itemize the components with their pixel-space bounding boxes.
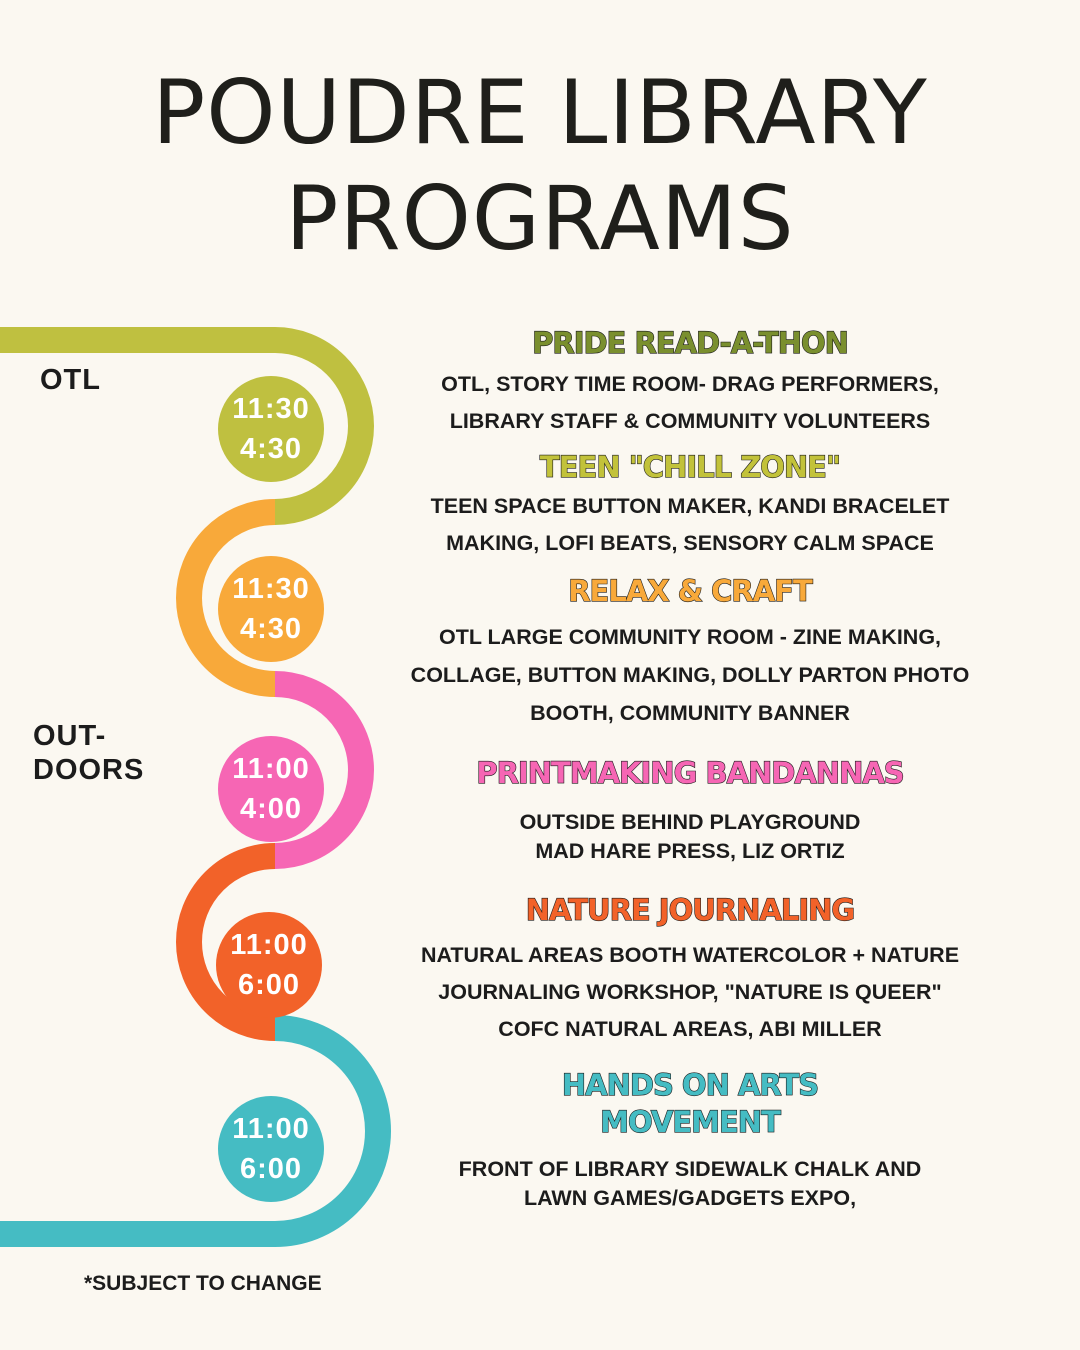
- program-hands-on-arts: [360, 1067, 1020, 1213]
- title-line-1: POUDRE LIBRARY: [152, 61, 928, 164]
- program-title-line2: MOVEMENT: [600, 1105, 780, 1139]
- program-desc-line: LIBRARY STAFF & COMMUNITY VOLUNTEERS: [449, 409, 931, 433]
- program-desc-line: COLLAGE, BUTTON MAKING, DOLLY PARTON PHOTO: [410, 663, 970, 687]
- program-teen-chill-zone: [360, 448, 1020, 562]
- program-desc-line: OTL, STORY TIME ROOM- DRAG PERFORMERS,: [441, 372, 939, 396]
- time-start: 11:30: [232, 573, 310, 605]
- time-end: 4:00: [239, 793, 303, 825]
- time-start: 11:30: [232, 393, 310, 425]
- time-start: 11:00: [232, 1113, 310, 1145]
- program-desc-line: BOOTH, COMMUNITY BANNER: [530, 701, 850, 725]
- track-segment-teal: [0, 1028, 378, 1234]
- program-title: TEEN "CHILL ZONE": [539, 450, 841, 484]
- program-desc-line: JOURNALING WORKSHOP, "NATURE IS QUEER": [438, 980, 942, 1004]
- time-bubble-hands-on: [218, 1096, 324, 1202]
- program-title: PRIDE READ-A-THON: [532, 326, 848, 360]
- program-printmaking-bandannas: [360, 754, 1020, 866]
- time-bubble-printmaking: [218, 736, 324, 842]
- time-end: 6:00: [237, 969, 301, 1001]
- time-bubble-nature: [216, 912, 322, 1018]
- title-line-2: PROGRAMS: [285, 167, 795, 270]
- location-outdoors-line2: DOORS: [33, 754, 145, 786]
- time-bubble-pride: [218, 376, 324, 482]
- program-pride-read-a-thon: [360, 324, 1020, 440]
- subject-to-change-note: *SUBJECT TO CHANGE: [84, 1272, 322, 1295]
- program-desc-line: OTL LARGE COMMUNITY ROOM - ZINE MAKING,: [438, 625, 942, 649]
- program-title: PRINTMAKING BANDANNAS: [476, 756, 904, 790]
- program-relax-craft: [360, 572, 1020, 732]
- time-start: 11:00: [232, 753, 310, 785]
- program-desc-line: MAD HARE PRESS, LIZ ORTIZ: [535, 839, 845, 863]
- program-desc-line: NATURAL AREAS BOOTH WATERCOLOR + NATURE: [420, 943, 960, 967]
- location-outdoors: [33, 719, 144, 787]
- program-desc-line: OUTSIDE BEHIND PLAYGROUND: [519, 810, 861, 834]
- program-title: NATURE JOURNALING: [525, 893, 855, 927]
- location-otl: OTL: [40, 364, 101, 396]
- time-end: 6:00: [239, 1153, 303, 1185]
- program-title: RELAX & CRAFT: [568, 574, 812, 608]
- program-title: HANDS ON ARTS: [561, 1068, 819, 1102]
- program-nature-journaling: [360, 891, 1020, 1048]
- time-bubble-relax: [218, 556, 324, 662]
- time-end: 4:30: [239, 433, 303, 465]
- program-desc-line: COFC NATURAL AREAS, ABI MILLER: [498, 1017, 882, 1041]
- program-desc-line: FRONT OF LIBRARY SIDEWALK CHALK AND: [458, 1157, 922, 1181]
- program-desc-line: TEEN SPACE BUTTON MAKER, KANDI BRACELET: [430, 494, 950, 518]
- time-start: 11:00: [230, 929, 308, 961]
- program-desc-line: LAWN GAMES/GADGETS EXPO,: [523, 1186, 857, 1210]
- time-end: 4:30: [239, 613, 303, 645]
- program-desc-line: MAKING, LOFI BEATS, SENSORY CALM SPACE: [446, 531, 934, 555]
- location-outdoors-line1: OUT-: [33, 720, 107, 752]
